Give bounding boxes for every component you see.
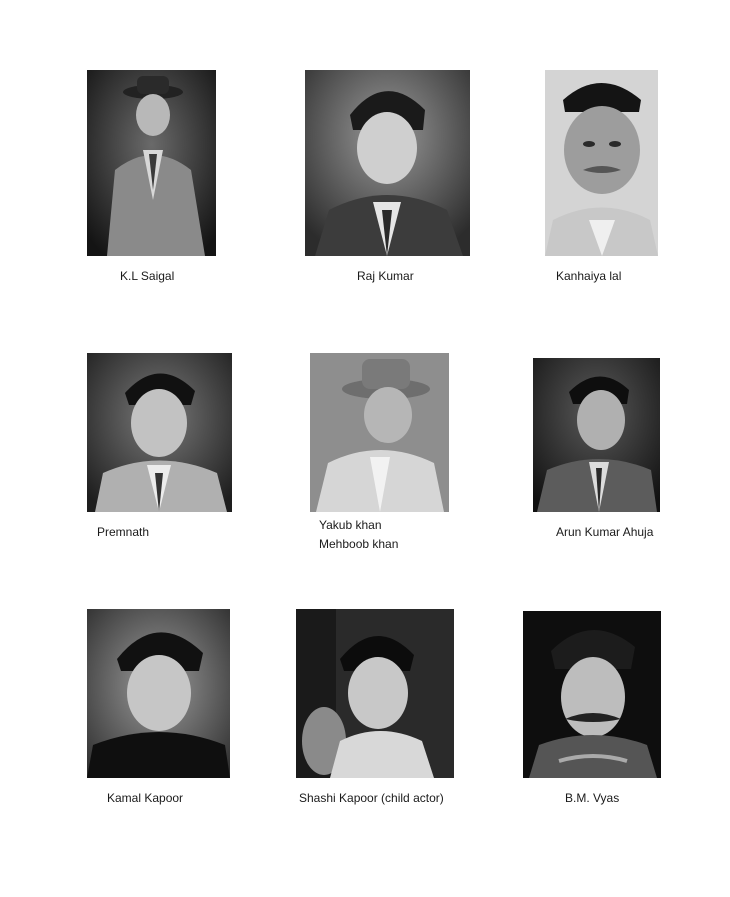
portrait-caption: Kamal Kapoor xyxy=(107,791,184,805)
portrait-caption: Premnath xyxy=(97,525,150,539)
portrait-caption: K.L Saigal xyxy=(120,269,175,283)
portrait-photo-kl-saigal xyxy=(87,70,216,256)
portrait-photo-bm-vyas xyxy=(523,611,661,778)
portrait-caption-line1: Yakub khan xyxy=(319,518,382,532)
portrait-caption: B.M. Vyas xyxy=(565,791,620,805)
portrait-photo-shashi-kapoor xyxy=(296,609,454,778)
portrait-photo-raj-kumar xyxy=(305,70,470,256)
portrait-photo-premnath xyxy=(87,353,232,512)
portrait-caption: Kanhaiya lal xyxy=(556,269,622,283)
portrait-photo-kanhaiya-lal xyxy=(545,70,658,256)
portrait-caption-line2: Mehboob khan xyxy=(319,537,399,551)
portrait-photo-yakub-khan-mehboob-khan xyxy=(310,353,449,512)
portrait-caption: Shashi Kapoor (child actor) xyxy=(299,791,444,805)
portrait-photo-arun-kumar-ahuja xyxy=(533,358,660,512)
portrait-caption: Raj Kumar xyxy=(357,269,414,283)
portrait-caption: Arun Kumar Ahuja xyxy=(556,525,654,539)
portrait-photo-kamal-kapoor xyxy=(87,609,230,778)
